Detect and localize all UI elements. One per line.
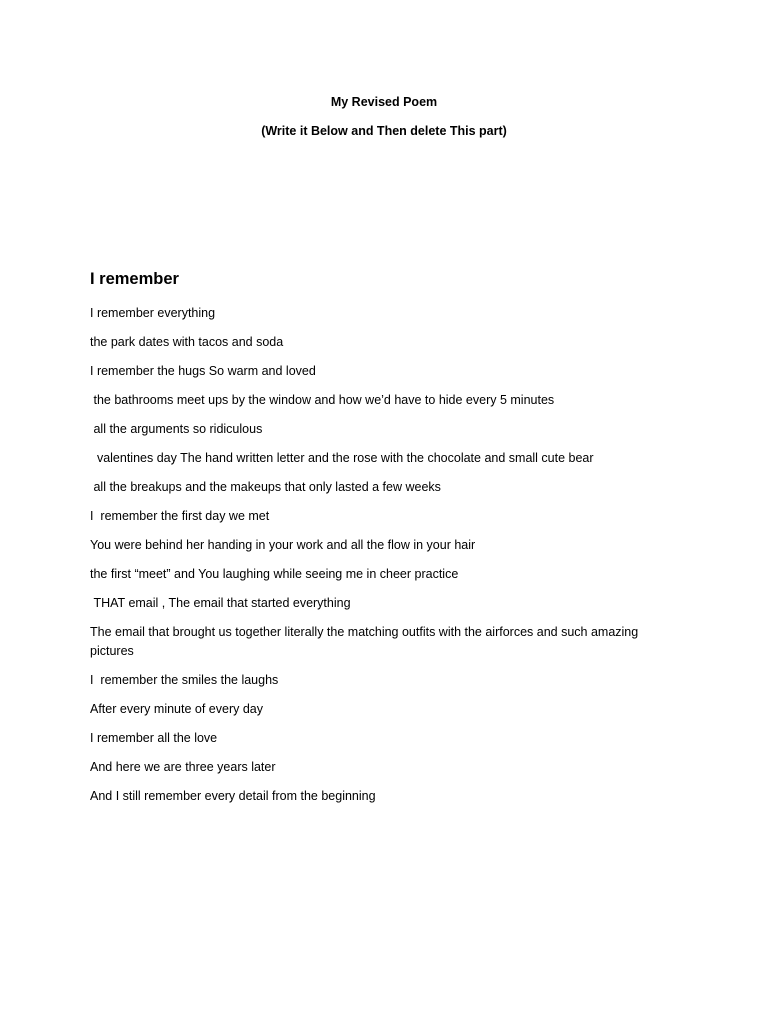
poem-line: And I still remember every detail from the beginning (90, 789, 376, 803)
poem-line: I remember the hugs So warm and loved (90, 364, 316, 378)
poem-line: After every minute of every day (90, 702, 263, 716)
poem-line: The email that brought us together literally the matching outfits with the airforces and such amazing pictures (90, 625, 642, 658)
poem-line: I remember the smiles the laughs (90, 673, 279, 687)
poem-body (90, 304, 680, 816)
poem-line: valentines day The hand written letter and the rose with the chocolate and small cute bear (90, 451, 594, 465)
poem-line: THAT email , The email that started everything (90, 596, 351, 610)
poem-line: I remember the first day we met (90, 509, 270, 523)
document-instruction: (Write it Below and Then delete This part) (261, 124, 507, 138)
poem-line: the first “meet” and You laughing while seeing me in cheer practice (90, 567, 459, 581)
poem-line: I remember all the love (90, 731, 218, 745)
poem-line: I remember everything (90, 306, 216, 320)
poem-title: I remember (90, 270, 179, 288)
poem-line: You were behind her handing in your work and all the flow in your hair (90, 538, 476, 552)
poem-line: all the breakups and the makeups that only lasted a few weeks (90, 480, 441, 494)
document-title: My Revised Poem (330, 95, 438, 109)
poem-line: all the arguments so ridiculous (90, 422, 263, 436)
poem-line: the bathrooms meet ups by the window and how we’d have to hide every 5 minutes (90, 393, 555, 407)
poem-line: And here we are three years later (90, 760, 276, 774)
poem-line: the park dates with tacos and soda (90, 335, 284, 349)
